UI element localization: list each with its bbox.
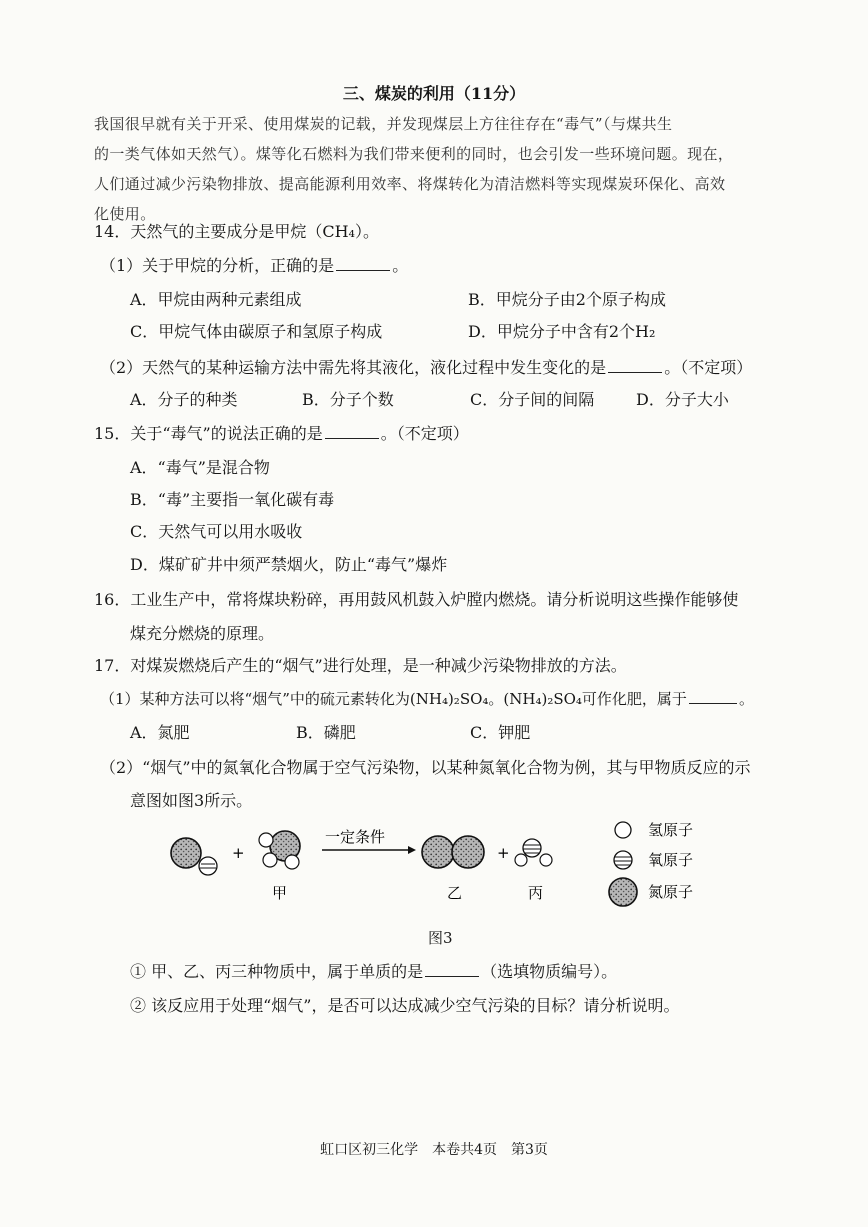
page-footer: 虹口区初三化学 本卷共4页 第3页: [320, 1142, 548, 1158]
oxygen-atom: [523, 839, 541, 857]
nitrogen-atom: [422, 836, 454, 868]
q15-option-c: C．天然气可以用水吸收: [130, 522, 303, 541]
reaction-diagram: [160, 818, 720, 918]
hydrogen-legend-icon: [615, 822, 631, 838]
q14-part2: （2）天然气的某种运输方法中需先将其液化，液化过程中发生变化的是 。（不定项）: [100, 358, 753, 377]
hydrogen-atom: [285, 855, 299, 869]
q14-part1: （1）关于甲烷的分析，正确的是 。: [100, 256, 409, 275]
hydrogen-atom: [263, 853, 277, 867]
plus-sign-1: +: [232, 844, 245, 862]
molecule-jia: [171, 838, 217, 875]
nitrogen-legend-icon: [609, 878, 637, 906]
q15-option-a: A．“毒气”是混合物: [130, 458, 270, 477]
q17-1-option-c: C．钾肥: [470, 723, 531, 742]
q14-1-option-c: C．甲烷气体由碳原子和氢原子构成: [130, 322, 383, 341]
legend: [609, 821, 693, 906]
answer-blank[interactable]: [689, 689, 737, 704]
intro-line-3: 人们通过减少污染物排放、提高能源利用效率、将煤转化为清洁燃料等实现煤炭环保化、高效: [94, 175, 726, 193]
intro-line-1: 我国很早就有关于开采、使用煤炭的记载，并发现煤层上方往往存在“毒气”（与煤共生: [94, 115, 673, 133]
q17-sub2: ② 该反应用于处理“烟气”，是否可以达成减少空气污染的目标？请分析说明。: [130, 996, 680, 1015]
q17-part1: （1）某种方法可以将“烟气”中的硫元素转化为(NH₄)₂SO₄。(NH₄)₂SO₄可作化肥，属于 。: [100, 690, 754, 708]
label-yi: 乙: [447, 884, 463, 902]
molecule-bing: [515, 839, 552, 866]
q17-stem: 17．对煤炭燃烧后产生的“烟气”进行处理，是一种减少污染物排放的方法。: [94, 656, 627, 675]
intro-line-2: 的一类气体如天然气）。煤等化石燃料为我们带来便利的同时，也会引发一些环境问题。现在，: [94, 145, 734, 163]
hydrogen-atom: [515, 854, 527, 866]
oxygen-legend-icon: [614, 851, 632, 869]
q14-1-option-a: A．甲烷由两种元素组成: [130, 290, 302, 309]
legend-oxygen: 氧原子: [648, 851, 694, 869]
q14-2-option-c: C．分子间的间隔: [470, 390, 595, 409]
q14-1-option-b: B．甲烷分子由2个原子构成: [468, 290, 666, 309]
legend-hydrogen: 氢原子: [648, 821, 694, 839]
q14-2-option-b: B．分子个数: [302, 390, 394, 409]
figure-caption: 图3: [428, 929, 453, 947]
q14-1-option-d: D．甲烷分子中含有2个H₂: [468, 322, 656, 341]
q16-line-1: 16．工业生产中，常将煤块粉碎，再用鼓风机鼓入炉膛内燃烧。请分析说明这些操作能够使: [94, 590, 739, 609]
label-jia: 甲: [272, 884, 288, 902]
section-title: 三、煤炭的利用（11分）: [342, 84, 526, 103]
plus-sign-2: +: [497, 844, 510, 862]
nitrogen-atom: [452, 836, 484, 868]
answer-blank[interactable]: [425, 962, 479, 977]
q17-sub1: ① 甲、乙、丙三种物质中，属于单质的是 （选填物质编号）。: [130, 962, 618, 981]
hydrogen-atom: [259, 833, 273, 847]
q14-2-option-d: D．分子大小: [636, 390, 729, 409]
molecule-ammonia: [259, 831, 300, 869]
q16-line-2: 煤充分燃烧的原理。: [130, 624, 275, 643]
molecule-yi: [422, 836, 484, 868]
q17-1-option-a: A．氮肥: [130, 723, 190, 742]
hydrogen-atom: [540, 854, 552, 866]
oxygen-atom: [199, 857, 217, 875]
q14-2-option-a: A．分子的种类: [130, 390, 238, 409]
answer-blank[interactable]: [325, 424, 379, 439]
label-bing: 丙: [528, 884, 544, 902]
reaction-condition: 一定条件: [325, 828, 386, 846]
q17-part2-line-1: （2）“烟气”中的氮氧化合物属于空气污染物，以某种氮氧化合物为例，其与甲物质反应的示: [100, 758, 751, 777]
q17-1-option-b: B．磷肥: [296, 723, 356, 742]
answer-blank[interactable]: [336, 256, 390, 271]
q17-part2-line-2: 意图如图3所示。: [130, 791, 253, 810]
intro-line-4: 化使用。: [94, 205, 156, 223]
q15-option-d: D．煤矿矿井中须严禁烟火，防止“毒气”爆炸: [130, 555, 448, 574]
q15-stem: 15．关于“毒气”的说法正确的是 。（不定项）: [94, 424, 469, 443]
q15-option-b: B．“毒”主要指一氧化碳有毒: [130, 490, 335, 509]
legend-nitrogen: 氮原子: [648, 883, 694, 901]
answer-blank[interactable]: [608, 358, 662, 373]
arrow-head-icon: [408, 846, 416, 854]
q14-stem: 14．天然气的主要成分是甲烷（CH₄）。: [94, 222, 379, 241]
nitrogen-atom: [171, 838, 201, 868]
